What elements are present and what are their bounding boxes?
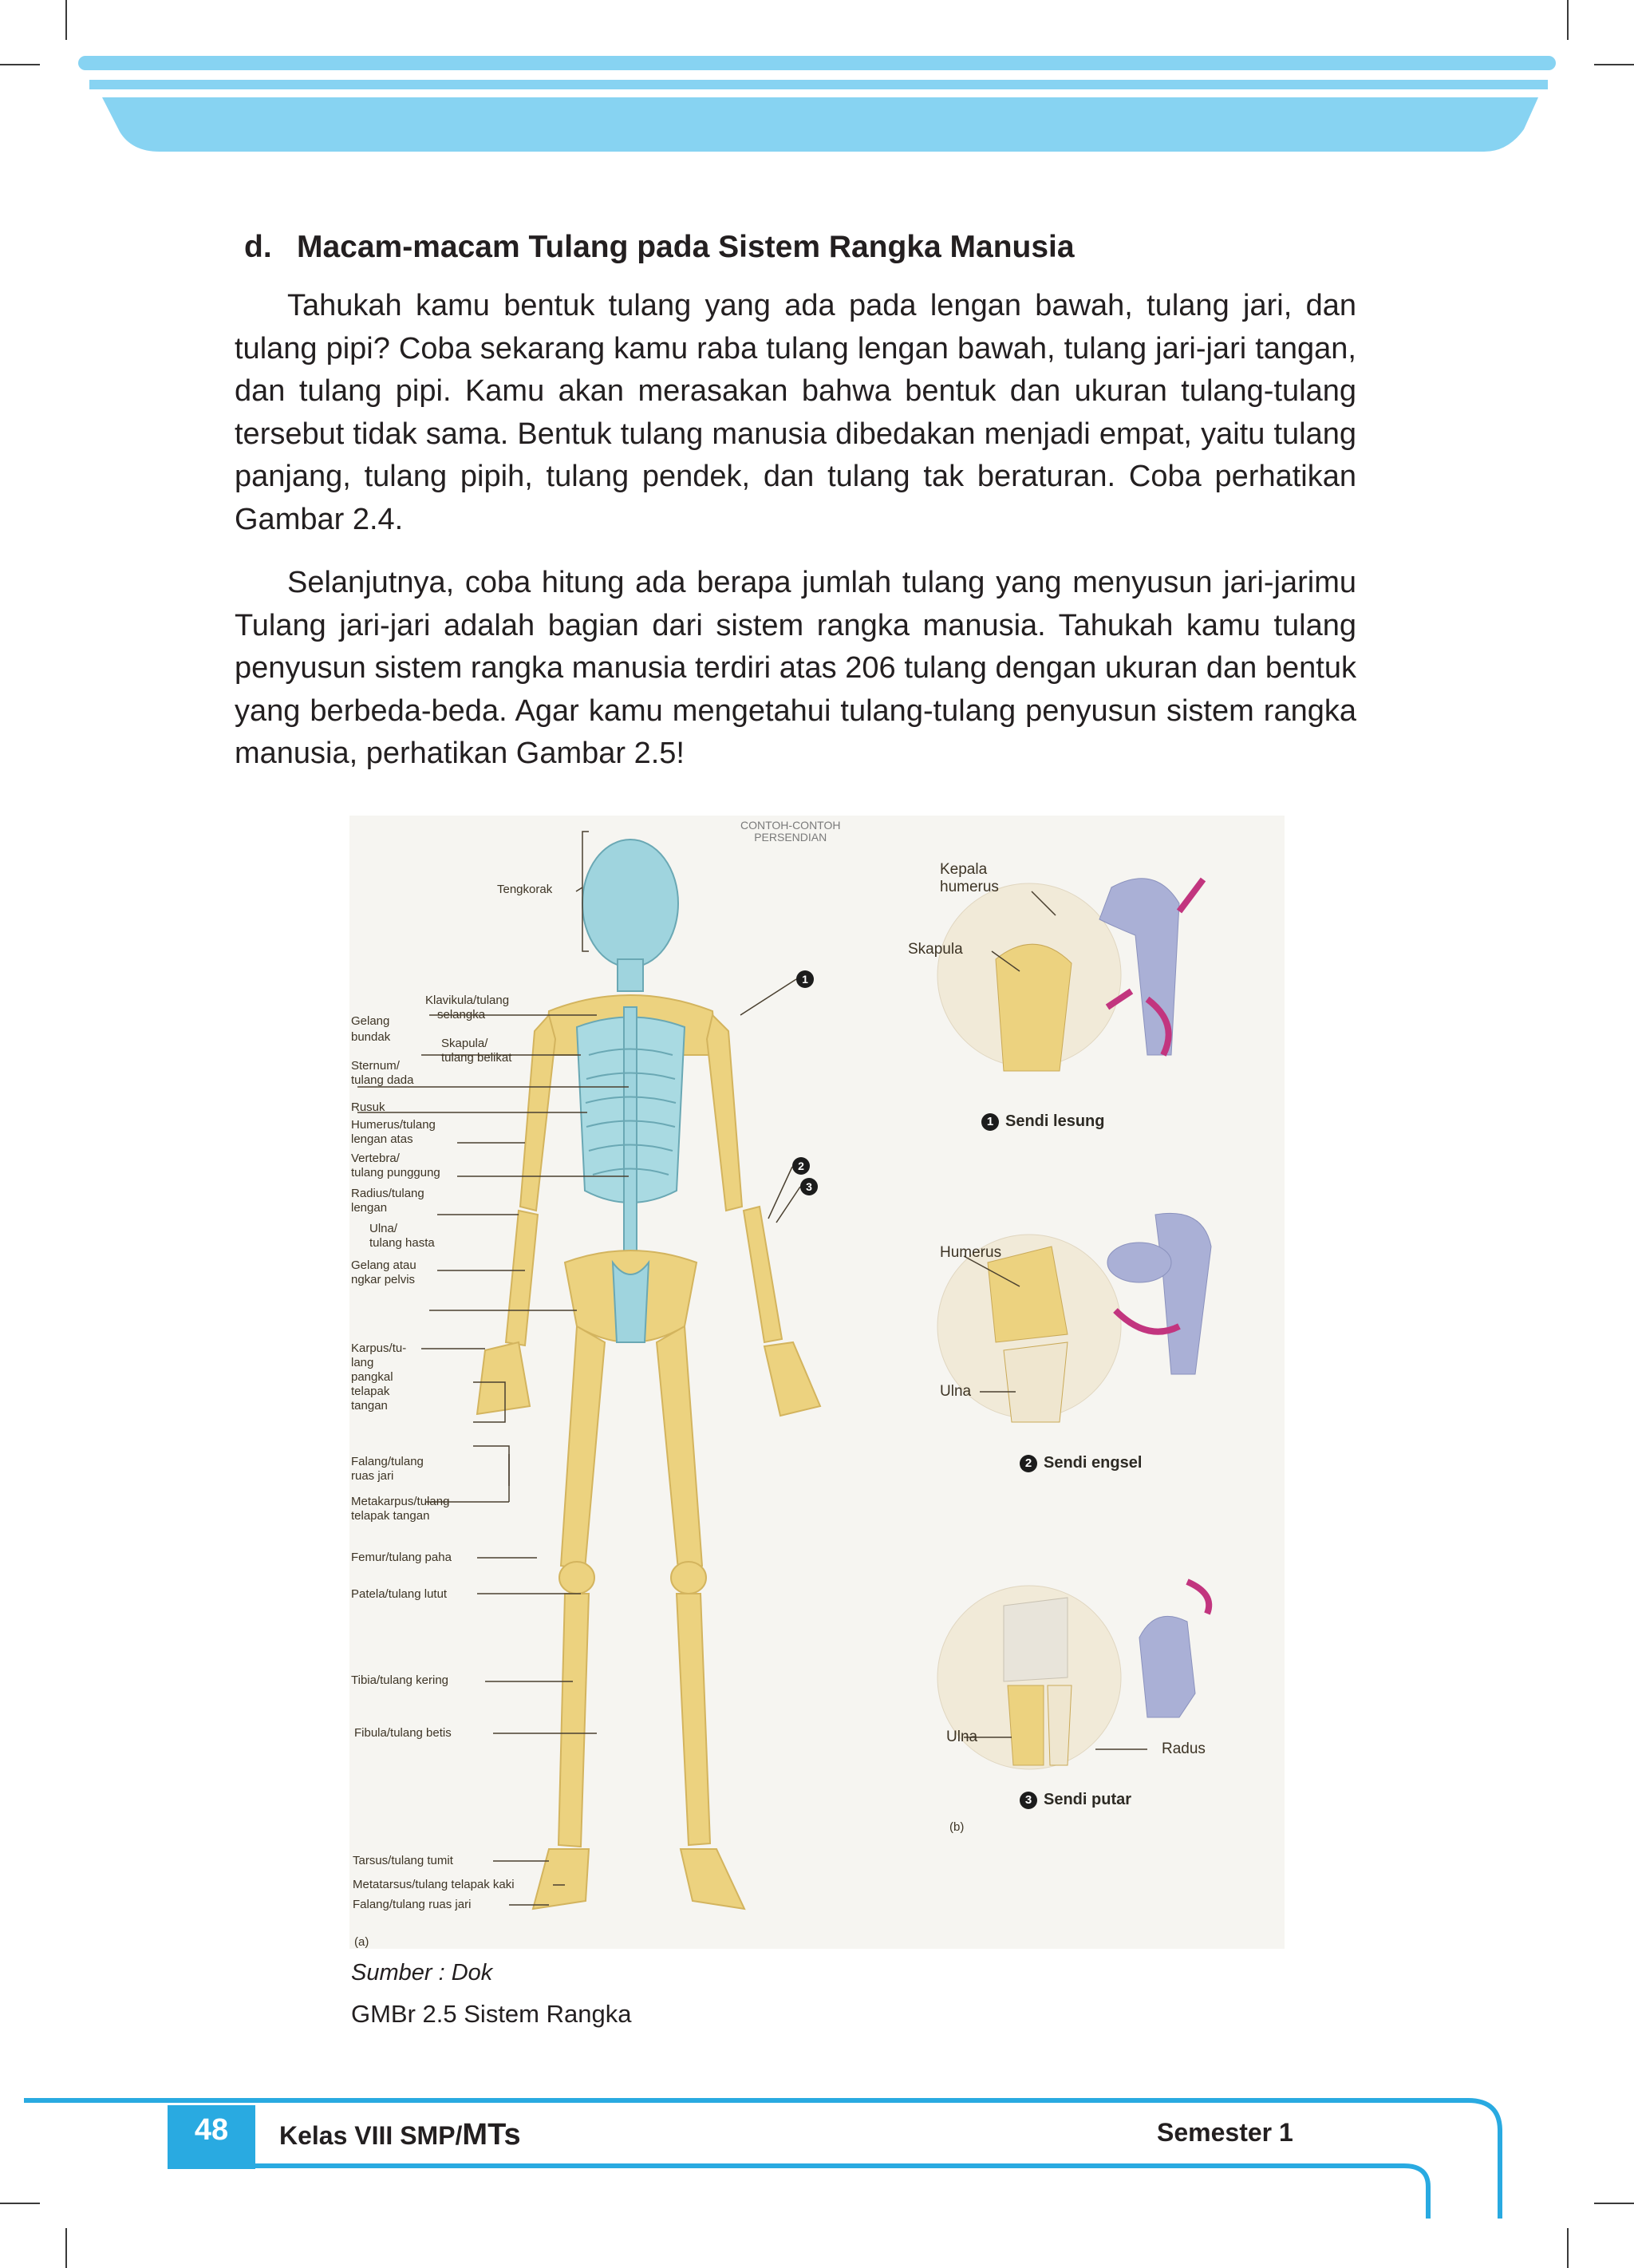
- paragraph: Tahukah kamu bentuk tulang yang ada pada lengan bawah, tulang jari, dan tulang pipi? Coba sekarang kamu raba tulang lengan bawah, tulang jari-jari tangan, dan tulang pipi. Kamu akan merasakan bahwa bentuk dan ukuran tulang-tulang tersebut tidak sama. Bentuk tulang manusia dibedakan menjadi empat, yaitu tulang panjang, tulang pipih, tulang pendek, dan tulang tak beraturan. Coba perhatikan Gambar 2.4.: [235, 289, 1356, 536]
- label-fibula: Fibula/tulang betis: [354, 1726, 452, 1740]
- label-klavikula: selangka: [437, 1008, 486, 1021]
- caption-sendi-lesung: [981, 1112, 1104, 1131]
- class-label-mts: MTs: [462, 2118, 521, 2151]
- caption-sendi-putar: [1020, 1791, 1131, 1809]
- label-ulna: Ulna/: [369, 1222, 398, 1235]
- label-panel-b: (b): [949, 1820, 965, 1834]
- paragraph: Selanjutnya, coba hitung ada berapa jumlah tulang yang menyusun jari-jarimu Tulang jari-jari adalah bagian dari sistem rangka manusia. Tahukah kamu tulang penyusun sistem rangka manusia terdiri atas 206 tulang dengan ukuran dan bentuk yang berbeda-beda. Agar kamu mengetahui tulang-tulang penyusun sistem rangka manusia, perhatikan Gambar 2.5!: [235, 566, 1356, 770]
- figure-heading: [740, 820, 840, 844]
- class-label-text: Kelas VIII SMP/: [279, 2121, 463, 2150]
- label-humerus-head: humerus: [940, 879, 999, 895]
- label-radius: Radius/tulang: [351, 1187, 424, 1200]
- label-vertebra: tulang punggung: [351, 1166, 440, 1179]
- label-tengkorak: Tengkorak: [497, 883, 553, 896]
- figure-source: Sumber : Dok: [351, 1960, 493, 1985]
- label-ulna-joint: Ulna: [940, 1383, 972, 1400]
- label-klavikula: Klavikula/tulang: [425, 994, 510, 1007]
- label-kepala: Kepala: [940, 861, 988, 878]
- label-patela: Patela/tulang lutut: [351, 1587, 448, 1601]
- class-label: [279, 2118, 521, 2152]
- label-sternum: Sternum/: [351, 1059, 400, 1073]
- label-tarsus: Tarsus/tulang tumit: [353, 1854, 453, 1867]
- skeleton-illustration: [349, 816, 1285, 1949]
- label-femur: Femur/tulang paha: [351, 1551, 452, 1564]
- label-humerus: Humerus/tulang: [351, 1118, 436, 1132]
- label-pelvis: ngkar pelvis: [351, 1273, 416, 1286]
- label-ulna: tulang hasta: [369, 1236, 435, 1250]
- label-sternum: tulang dada: [351, 1073, 414, 1087]
- label-metakarpus: telapak tangan: [351, 1509, 430, 1523]
- label-radius-joint: Radus: [1162, 1741, 1206, 1757]
- skeleton-figure: [349, 816, 1285, 1949]
- section-heading: [244, 227, 1356, 267]
- label-pelvis: Gelang atau: [351, 1258, 416, 1272]
- main-content: [235, 215, 1356, 776]
- header-banner: [0, 0, 1634, 160]
- marker-3: 3: [800, 1178, 818, 1195]
- label-vertebra: Vertebra/: [351, 1152, 400, 1165]
- semester-label: Semester 1: [1157, 2118, 1293, 2147]
- label-gelang-bahu: Gelang: [351, 1014, 390, 1028]
- marker-1: 1: [796, 970, 814, 988]
- label-skapula: tulang belikat: [441, 1051, 512, 1065]
- label-radius: lengan: [351, 1201, 388, 1215]
- label-humerus: lengan atas: [351, 1132, 413, 1146]
- page-number: 48: [194, 2113, 229, 2147]
- figure-heading-line: PERSENDIAN: [754, 831, 827, 844]
- label-panel-a: (a): [354, 1935, 369, 1949]
- label-tibia: Tibia/tulang kering: [351, 1673, 449, 1687]
- section-letter: d.: [244, 230, 272, 264]
- section-title: Macam-macam Tulang pada Sistem Rangka Manusia: [297, 230, 1075, 264]
- footer-bar: [0, 2091, 1634, 2234]
- marker-2: 2: [792, 1157, 810, 1175]
- label-skapula-joint: Skapula: [908, 941, 963, 958]
- figure-heading-line: CONTOH-CONTOH: [740, 819, 841, 832]
- caption-sendi-engsel: [1020, 1454, 1142, 1472]
- caption-text: Sendi lesung: [1005, 1112, 1105, 1130]
- label-metatarsus: Metatarsus/tulang telapak kaki: [353, 1878, 515, 1891]
- label-ulna-b: Ulna: [946, 1729, 978, 1745]
- figure-caption: GMBr 2.5 Sistem Rangka: [351, 2000, 632, 2028]
- label-skapula: Skapula/: [441, 1037, 488, 1050]
- label-falang: ruas jari: [351, 1469, 394, 1483]
- caption-text: Sendi putar: [1044, 1791, 1132, 1808]
- label-falang: Falang/tulang: [351, 1455, 424, 1468]
- label-metakarpus: Metakarpus/tulang: [351, 1495, 450, 1508]
- number-badge: 2: [1020, 1455, 1037, 1472]
- label-karpus: telapak: [351, 1385, 390, 1398]
- caption-text: Sendi engsel: [1044, 1454, 1143, 1472]
- label-rusuk: Rusuk: [351, 1100, 385, 1114]
- label-karpus: lang: [351, 1356, 374, 1369]
- label-karpus: tangan: [351, 1399, 388, 1413]
- label-karpus: Karpus/tu-: [351, 1341, 407, 1355]
- number-badge: 1: [981, 1113, 999, 1131]
- label-karpus: pangkal: [351, 1370, 393, 1384]
- label-humerus-joint: Humerus: [940, 1244, 1002, 1261]
- label-gelang-bahu: bundak: [351, 1030, 391, 1044]
- label-falang-kaki: Falang/tulang ruas jari: [353, 1898, 472, 1911]
- number-badge: 3: [1020, 1792, 1037, 1809]
